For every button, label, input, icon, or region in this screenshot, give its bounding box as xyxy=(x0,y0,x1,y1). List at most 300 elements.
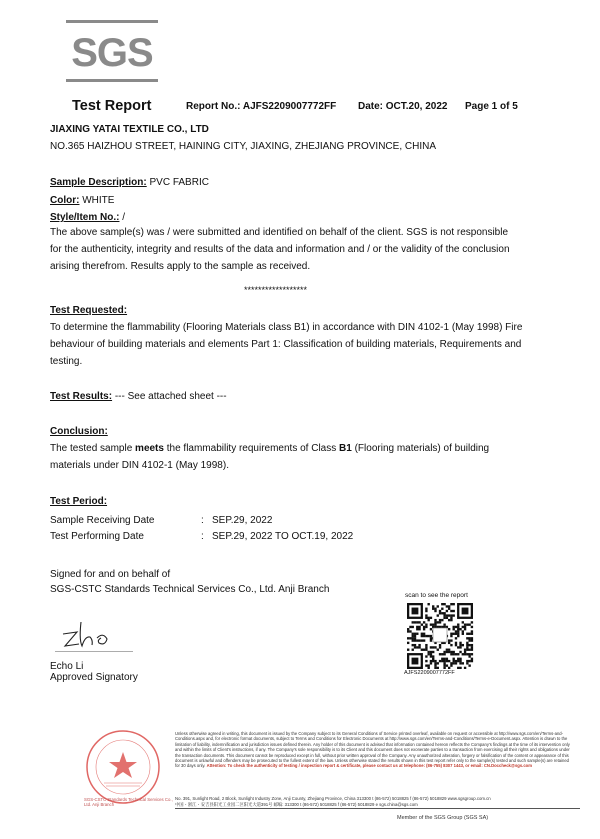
qr-module xyxy=(450,614,452,616)
qr-module xyxy=(409,630,411,632)
qr-module xyxy=(437,621,439,623)
sgs-logo-icon xyxy=(66,20,158,82)
qr-module xyxy=(425,617,427,619)
signatory-role: Approved Signatory xyxy=(50,672,138,683)
qr-module xyxy=(443,660,445,662)
sample-statement xyxy=(50,224,550,275)
qr-module xyxy=(416,626,418,628)
qr-module xyxy=(457,630,459,632)
qr-module xyxy=(416,646,418,648)
qr-module xyxy=(448,608,450,610)
qr-module xyxy=(412,644,414,646)
qr-module xyxy=(407,649,409,651)
qr-module xyxy=(471,626,473,628)
qr-scan-text: scan to see the report xyxy=(405,592,468,599)
qr-module xyxy=(421,635,423,637)
qr-module xyxy=(412,635,414,637)
qr-module xyxy=(421,639,423,641)
qr-module xyxy=(450,633,452,635)
qr-module xyxy=(439,646,441,648)
qr-module xyxy=(448,614,450,616)
qr-module xyxy=(466,662,468,664)
qr-module xyxy=(455,642,457,644)
qr-module xyxy=(412,626,414,628)
test-requested-line: behaviour of building materials and elements Part 1: Classification of building materials, Requirements and xyxy=(50,339,522,350)
qr-module xyxy=(455,637,457,639)
qr-module xyxy=(450,644,452,646)
signing-company: SGS-CSTC Standards Technical Services Co., Ltd. Anji Branch xyxy=(50,584,330,595)
test-results-label: Test Results: xyxy=(50,391,113,402)
qr-module xyxy=(423,626,425,628)
qr-module xyxy=(430,655,432,657)
qr-module xyxy=(455,630,457,632)
qr-module xyxy=(471,649,473,651)
sample-description xyxy=(50,177,209,188)
qr-module xyxy=(418,639,420,641)
qr-module xyxy=(430,662,432,664)
qr-module xyxy=(471,658,473,660)
qr-code-icon[interactable] xyxy=(404,603,476,669)
qr-module xyxy=(466,633,468,635)
qr-module xyxy=(455,644,457,646)
qr-module xyxy=(425,664,427,666)
qr-module xyxy=(430,628,432,630)
qr-module xyxy=(412,633,414,635)
qr-module xyxy=(437,649,439,651)
qr-module xyxy=(468,660,470,662)
qr-module xyxy=(450,653,452,655)
qr-module xyxy=(459,646,461,648)
qr-module xyxy=(439,610,441,612)
test-results xyxy=(50,391,227,402)
qr-module xyxy=(421,633,423,635)
qr-module xyxy=(466,649,468,651)
test-requested-label: Test Requested: xyxy=(50,305,128,316)
client-name: JIAXING YATAI TEXTILE CO., LTD xyxy=(50,124,209,135)
qr-module xyxy=(427,651,429,653)
qr-module xyxy=(446,617,448,619)
qr-module xyxy=(441,603,443,605)
qr-module xyxy=(409,626,411,628)
qr-module xyxy=(471,633,473,635)
qr-module xyxy=(412,621,414,623)
qr-module xyxy=(439,653,441,655)
qr-module xyxy=(453,660,455,662)
period-row-colon: : xyxy=(201,531,204,542)
qr-module xyxy=(418,644,420,646)
qr-module xyxy=(412,639,414,641)
qr-module xyxy=(468,623,470,625)
qr-module xyxy=(462,630,464,632)
qr-module xyxy=(425,646,427,648)
qr-module xyxy=(414,639,416,641)
qr-module xyxy=(427,619,429,621)
qr-module xyxy=(459,628,461,630)
qr-module xyxy=(412,649,414,651)
qr-module xyxy=(407,642,409,644)
qr-module xyxy=(430,651,432,653)
footer-divider xyxy=(175,808,580,809)
qr-module xyxy=(468,655,470,657)
qr-module xyxy=(466,644,468,646)
qr-module xyxy=(446,651,448,653)
qr-module xyxy=(441,619,443,621)
report-number: Report No.: AJFS2209007772FF xyxy=(186,101,337,112)
qr-module xyxy=(418,628,420,630)
qr-module xyxy=(453,628,455,630)
address-english: No. 391, Sunlight Road, 2 Block, Sunlight Industry Zone, Anji County, Zhejiang Province, China 313300 t (86-572) 5018825 f (86-572) 5018829 www.sgsgroup.com.cn xyxy=(175,796,491,801)
sample-style-label: Style/Item No.: xyxy=(50,212,120,223)
qr-module xyxy=(430,635,432,637)
conclusion-meets: meets xyxy=(135,443,164,454)
qr-module xyxy=(462,653,464,655)
test-requested-line: testing. xyxy=(50,356,83,367)
statement-line: arising therefrom. Results apply to the sample as received. xyxy=(50,261,311,272)
qr-module xyxy=(466,637,468,639)
qr-module xyxy=(446,649,448,651)
signatory-name: Echo Li xyxy=(50,661,84,672)
conclusion-class: B1 xyxy=(339,443,352,454)
qr-module xyxy=(468,639,470,641)
period-row-label: Sample Receiving Date xyxy=(50,515,155,526)
qr-module xyxy=(450,639,452,641)
test-requested-text xyxy=(50,319,550,370)
qr-module xyxy=(459,651,461,653)
qr-module xyxy=(466,660,468,662)
qr-module xyxy=(432,623,434,625)
qr-module xyxy=(425,635,427,637)
qr-module xyxy=(468,653,470,655)
period-row-value: SEP.29, 2022 TO OCT.19, 2022 xyxy=(212,531,354,542)
qr-module xyxy=(450,662,452,664)
qr-module xyxy=(457,667,459,669)
qr-module xyxy=(453,662,455,664)
qr-module xyxy=(468,633,470,635)
sgs-group-member: Member of the SGS Group (SGS SA) xyxy=(397,815,489,821)
qr-module xyxy=(425,649,427,651)
qr-module xyxy=(416,621,418,623)
sample-style-value: / xyxy=(119,212,126,223)
qr-module xyxy=(446,610,448,612)
qr-module xyxy=(448,628,450,630)
qr-module xyxy=(432,660,434,662)
qr-code-label: AJFS2209007772FF xyxy=(404,670,455,676)
qr-module xyxy=(450,651,452,653)
qr-module xyxy=(416,633,418,635)
stamp-caption: SGS-CSTC Standards Technical Services Co., Ltd. Anji Branch xyxy=(84,797,173,807)
qr-module xyxy=(434,608,436,610)
qr-module xyxy=(453,603,455,605)
qr-module xyxy=(423,633,425,635)
qr-module xyxy=(418,626,420,628)
qr-module xyxy=(427,617,429,619)
qr-module xyxy=(450,617,452,619)
disclaimer-text: Unless otherwise agreed in writing, this document is issued by the Company subject to its General Conditions of Service printed overleaf, available on request or accessible at http://www.sgs.com/en/Terms-and-Conditions.aspx and, for electronic format documents, subject to Terms and Conditions for Electronic Documents at http://www.sgs.com/en/Terms-and-Conditions/Terms-e-Document.aspx. Attention is drawn to the limitation of liability, indemnification and jurisdiction issues defined therein. Any holder of this document is advised that information contained hereon reflects the Company's findings at the time of its intervention only and within the limits of Client's instructions, if any. The Company's sole responsibility is to its Client and this document does not exonerate parties to a transaction from exercising all their rights and obligations under the transaction documents. This document cannot be reproduced except in full, without prior written approval of the Company. Any unauthorized alteration, forgery or falsification of the content or appearance of this document is unlawful and offenders may be prosecuted to the fullest extent of the law. Unless otherwise stated the results shown in this test report refer only to the sample(s) tested and such sample(s) are retained for 30 days only. xyxy=(175,731,570,769)
qr-module xyxy=(423,649,425,651)
qr-module xyxy=(455,653,457,655)
qr-module xyxy=(464,628,466,630)
qr-module xyxy=(432,646,434,648)
statement-line: for the authenticity, integrity and results of the data and information and / or the validity of the conclusion xyxy=(50,244,510,255)
qr-module xyxy=(414,646,416,648)
qr-module xyxy=(425,608,427,610)
qr-module xyxy=(441,608,443,610)
client-address: NO.365 HAIZHOU STREET, HAINING CITY, JIAXING, ZHEJIANG PROVINCE, CHINA xyxy=(50,141,436,152)
qr-finder xyxy=(412,658,419,665)
qr-module xyxy=(423,628,425,630)
qr-module xyxy=(462,626,464,628)
qr-module xyxy=(425,623,427,625)
qr-module xyxy=(425,660,427,662)
qr-module xyxy=(448,651,450,653)
qr-finder xyxy=(412,608,419,615)
qr-module xyxy=(450,619,452,621)
qr-module xyxy=(439,660,441,662)
qr-module xyxy=(427,664,429,666)
qr-module xyxy=(446,614,448,616)
page-number: Page 1 of 5 xyxy=(465,101,518,112)
qr-module xyxy=(468,637,470,639)
qr-module xyxy=(430,617,432,619)
qr-module xyxy=(450,664,452,666)
qr-module xyxy=(471,653,473,655)
period-row-label: Test Performing Date xyxy=(50,531,144,542)
qr-module xyxy=(439,619,441,621)
sample-color xyxy=(50,195,114,206)
qr-module xyxy=(443,658,445,660)
authenticity-notice: Attention: To check the authenticity of testing / inspection report & certificate, please contact us at telephone: (86-755) 8307 1443, or email: CN.Doccheck@sgs.com xyxy=(206,763,532,769)
qr-module xyxy=(441,660,443,662)
qr-module xyxy=(416,639,418,641)
qr-module xyxy=(462,644,464,646)
qr-module xyxy=(464,623,466,625)
qr-module xyxy=(439,612,441,614)
qr-module xyxy=(437,662,439,664)
qr-module xyxy=(443,653,445,655)
conclusion-text-part: The tested sample xyxy=(50,443,136,454)
signature-icon xyxy=(55,612,135,652)
period-row-colon: : xyxy=(201,515,204,526)
qr-module xyxy=(464,649,466,651)
qr-module xyxy=(432,608,434,610)
qr-module xyxy=(427,667,429,669)
qr-module xyxy=(430,660,432,662)
qr-module xyxy=(455,633,457,635)
qr-module xyxy=(453,633,455,635)
qr-module xyxy=(414,635,416,637)
qr-module xyxy=(471,630,473,632)
qr-module xyxy=(453,626,455,628)
qr-module xyxy=(453,658,455,660)
qr-module xyxy=(466,653,468,655)
qr-module xyxy=(443,664,445,666)
address-chinese: 中国・浙江・安吉县阳光工业园二区阳光大道391号 邮编: 313300 t (86-572) 5018825 f (86-572) 5018829 e sgs.china@sgs.com xyxy=(175,802,418,807)
qr-module xyxy=(455,660,457,662)
qr-module xyxy=(427,635,429,637)
qr-module xyxy=(439,621,441,623)
qr-module xyxy=(448,605,450,607)
qr-module xyxy=(446,658,448,660)
qr-module xyxy=(430,639,432,641)
qr-module xyxy=(457,635,459,637)
qr-module xyxy=(425,655,427,657)
qr-module xyxy=(459,642,461,644)
qr-module xyxy=(464,667,466,669)
qr-module xyxy=(453,651,455,653)
qr-module xyxy=(468,644,470,646)
report-date: Date: OCT.20, 2022 xyxy=(358,101,448,112)
qr-module xyxy=(412,637,414,639)
qr-module xyxy=(423,621,425,623)
qr-module xyxy=(459,660,461,662)
sample-color-value: WHITE xyxy=(79,195,115,206)
qr-module xyxy=(432,655,434,657)
qr-module xyxy=(457,660,459,662)
qr-module xyxy=(459,644,461,646)
sample-style xyxy=(50,212,125,223)
qr-module xyxy=(459,662,461,664)
qr-module xyxy=(462,633,464,635)
qr-module xyxy=(430,637,432,639)
report-title: Test Report xyxy=(72,98,152,114)
test-results-value: --- See attached sheet --- xyxy=(112,391,227,402)
qr-module xyxy=(434,623,436,625)
qr-module xyxy=(457,626,459,628)
qr-module xyxy=(459,667,461,669)
qr-module xyxy=(430,653,432,655)
qr-module xyxy=(455,662,457,664)
qr-module xyxy=(457,623,459,625)
qr-module xyxy=(471,646,473,648)
qr-module xyxy=(434,662,436,664)
qr-module xyxy=(430,623,432,625)
qr-module xyxy=(448,619,450,621)
qr-module xyxy=(464,651,466,653)
qr-module xyxy=(418,621,420,623)
qr-module xyxy=(448,660,450,662)
qr-module xyxy=(457,646,459,648)
qr-module xyxy=(443,603,445,605)
qr-module xyxy=(443,667,445,669)
qr-module xyxy=(425,626,427,628)
qr-module xyxy=(427,603,429,605)
qr-module xyxy=(448,649,450,651)
qr-module xyxy=(462,662,464,664)
qr-module xyxy=(448,642,450,644)
conclusion-line xyxy=(50,440,550,457)
qr-module xyxy=(471,637,473,639)
qr-module xyxy=(446,664,448,666)
qr-module xyxy=(421,623,423,625)
qr-module xyxy=(434,621,436,623)
qr-module xyxy=(437,605,439,607)
qr-module xyxy=(441,612,443,614)
qr-module xyxy=(446,605,448,607)
qr-module xyxy=(443,623,445,625)
qr-module xyxy=(423,639,425,641)
sample-description-label: Sample Description: xyxy=(50,177,147,188)
qr-module xyxy=(425,614,427,616)
test-period-label: Test Period: xyxy=(50,496,108,507)
qr-module xyxy=(432,658,434,660)
qr-module xyxy=(459,658,461,660)
qr-module xyxy=(414,644,416,646)
conclusion-text xyxy=(50,440,550,474)
qr-module xyxy=(434,619,436,621)
qr-module xyxy=(434,660,436,662)
qr-module xyxy=(418,646,420,648)
qr-module xyxy=(407,628,409,630)
qr-module xyxy=(457,633,459,635)
qr-module xyxy=(407,630,409,632)
qr-module xyxy=(457,658,459,660)
qr-module xyxy=(421,649,423,651)
legal-disclaimer xyxy=(175,731,575,769)
qr-module xyxy=(448,667,450,669)
qr-module xyxy=(450,610,452,612)
qr-module xyxy=(464,626,466,628)
qr-module xyxy=(468,664,470,666)
qr-module xyxy=(462,621,464,623)
qr-module xyxy=(407,637,409,639)
signed-on-behalf: Signed for and on behalf of xyxy=(50,569,171,580)
qr-module xyxy=(432,605,434,607)
qr-module xyxy=(434,667,436,669)
qr-module xyxy=(443,662,445,664)
qr-module xyxy=(471,644,473,646)
conclusion-line: materials under DIN 4102-1 (May 1998). xyxy=(50,460,229,471)
qr-module xyxy=(414,633,416,635)
qr-module xyxy=(416,628,418,630)
qr-module xyxy=(425,610,427,612)
qr-module xyxy=(466,623,468,625)
qr-module xyxy=(457,653,459,655)
qr-module xyxy=(453,610,455,612)
qr-module xyxy=(448,639,450,641)
qr-module xyxy=(425,644,427,646)
qr-module xyxy=(439,644,441,646)
qr-module xyxy=(471,621,473,623)
qr-module xyxy=(427,653,429,655)
conclusion-text-part: (Flooring materials) of building xyxy=(351,443,490,454)
qr-module xyxy=(430,646,432,648)
qr-module xyxy=(441,658,443,660)
qr-module xyxy=(434,610,436,612)
qr-module xyxy=(443,617,445,619)
qr-module xyxy=(432,651,434,653)
qr-module xyxy=(457,628,459,630)
qr-module xyxy=(466,646,468,648)
qr-module xyxy=(414,621,416,623)
qr-module xyxy=(450,635,452,637)
sample-description-value: PVC FABRIC xyxy=(146,177,209,188)
qr-module xyxy=(443,614,445,616)
statement-line: The above sample(s) was / were submitted and identified on behalf of the client. SGS is not responsible xyxy=(50,227,509,238)
qr-module xyxy=(409,637,411,639)
qr-center-badge xyxy=(433,628,447,642)
conclusion-label: Conclusion: xyxy=(50,426,108,437)
logo-text: SGS xyxy=(71,31,153,75)
qr-module xyxy=(450,603,452,605)
test-requested-line: To determine the flammability (Flooring Materials class B1) in accordance with DIN 4102-1 (May 1998) Fire xyxy=(50,322,523,333)
qr-module xyxy=(423,635,425,637)
qr-module xyxy=(443,612,445,614)
qr-module xyxy=(464,653,466,655)
qr-module xyxy=(434,664,436,666)
qr-module xyxy=(453,653,455,655)
qr-module xyxy=(471,639,473,641)
qr-module xyxy=(437,667,439,669)
